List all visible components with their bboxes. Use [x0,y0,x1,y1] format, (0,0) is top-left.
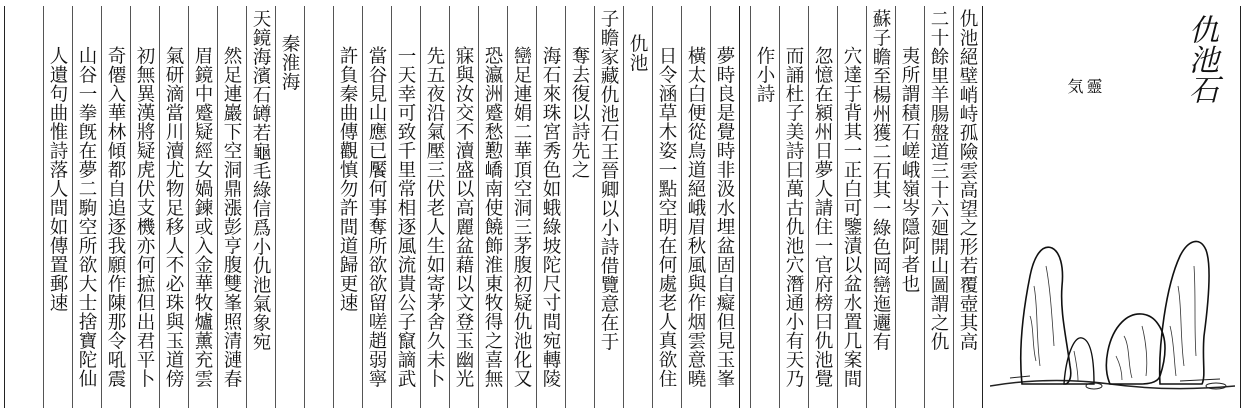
text-column: 蘇子瞻至楊州獲二石其一綠色岡巒迤邐有 [866,6,895,408]
text-column: 當谷見山應已饜何事奪所欲欲留嗟趙弱寧 [362,6,391,408]
author-heading: 秦淮海 [275,6,304,408]
text-column: 人遺句曲惟詩落人間如傳置郵速 [43,6,72,408]
text-column: 仇池絕壁峭峙孤險雲高望之形若覆壺其高 [953,6,982,408]
text-column: 海石來珠宮秀色如蛾綠坡陀尺寸間宛轉陵 [536,6,565,408]
text-column: 穴達于背其一正白可鑒漬以盆水置几案間 [837,6,866,408]
text-column: 忽憶在潁州日夢人請住一官府榜曰仇池覺 [808,6,837,408]
text-column: 子瞻家藏仇池石王晉卿以小詩借覽意在于 [594,6,623,408]
rock-illustration [990,226,1235,396]
text-column: 氣研滴當川瀆尤物足移人不必珠與玉道傍 [159,6,188,408]
text-column: 寐與汝交不瀆盛以高麗盆藉以文登玉幽光 [449,6,478,408]
illustration-panel [984,6,1241,408]
text-column: 夢時良是覺時非汲水埋盆固自癡但見玉峯 [710,6,739,408]
text-column: 先五夜沿氣壓三伏老人生如寄茅舍久未卜 [420,6,449,408]
illustration-caption-char-2: 気 [1065,78,1084,94]
text-column: 眉鏡中蹙疑經女媧鍊或入金華牧爐薰充雲 [188,6,217,408]
text-block-right [741,6,983,408]
text-column: 橫太白便從鳥道絕峨眉秋風與作烟雲意曉 [681,6,710,408]
text-column: 山谷一拳旣在夢二駒空所欲大士捨寶陀仙 [72,6,101,408]
illustration-caption-char-1: 靈 [1084,78,1103,94]
text-column: 作小詩 [750,6,779,408]
text-column: 二十餘里羊腸盤道三十六廻開山圖謂之仇 [924,6,953,408]
text-column: 夷所謂積石嵯峨嶺岑隱阿者也 [895,6,924,408]
text-column: 一天幸可致千里常相逐風流貴公子竄謫武 [391,6,420,408]
text-block-left [4,6,740,408]
text-column: 恐瀛洲蹙愁懃嶠南使饒飾淮東牧得之喜無 [478,6,507,408]
illustration-title: 仇池石 [1183,14,1218,104]
text-column: 許負秦曲傳觀慎勿許間道歸更速 [333,6,362,408]
text-column: 奇僊入華林傾都自追逐我願作陳那令吼震 [101,6,130,408]
text-column: 奪去復以詩先之 [565,6,594,408]
text-column: 然足連巖下空洞鼎漲彭亨腹雙峯照清漣春 [217,6,246,408]
text-column: 而誦杜子美詩曰萬古仇池穴潛通小有天乃 [779,6,808,408]
poem-title: 仇池 [623,6,652,408]
text-column: 初無異漢將疑虎伏支機亦何摭但出君平卜 [130,6,159,408]
text-column: 日令涵草木姿一點空明在何處老人真欲住 [652,6,681,408]
text-column: 巒足連娟二華頂空洞三茅腹初疑仇池化又 [507,6,536,408]
blank-column [304,6,333,408]
text-column: 天鏡海濱石罇若龜毛綠信爲小仇池氣象宛 [246,6,275,408]
